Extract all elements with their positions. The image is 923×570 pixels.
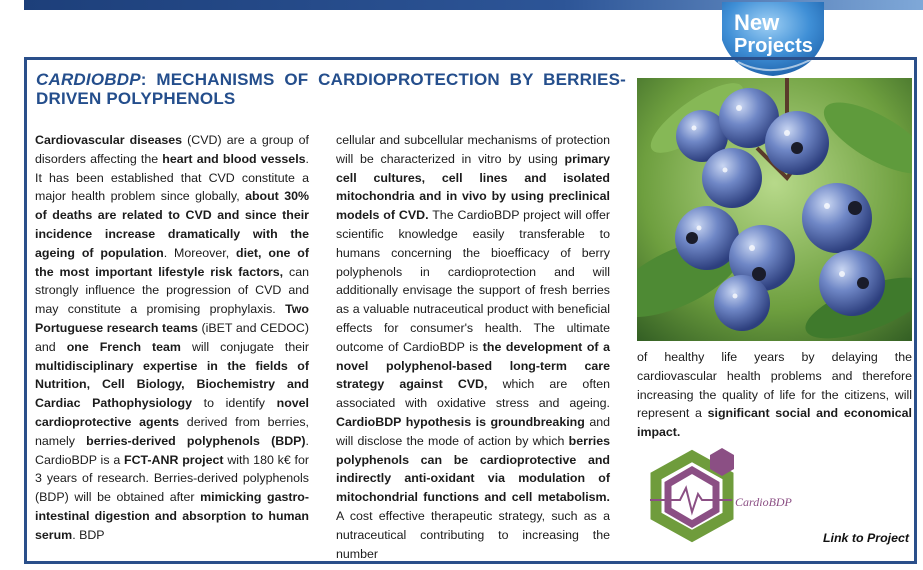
text-segment: to identify bbox=[191, 396, 277, 411]
bold-text-segment: significant social and economical impact. bbox=[637, 406, 912, 440]
bold-text-segment: mimicking gastro-intestinal digestion and absorption to human serum bbox=[35, 490, 309, 542]
bold-text-segment: multidisciplinary expertise in the fields of Nutrition, Cell Biology, Biochemistry and Cardiac Pathophysiology bbox=[35, 358, 309, 411]
text-column-2 bbox=[336, 131, 610, 563]
badge-line-1: New bbox=[734, 10, 780, 35]
text-segment: . CardioBDP is a bbox=[35, 433, 309, 467]
badge-line-2: Projects bbox=[734, 35, 813, 57]
article-title bbox=[36, 70, 626, 108]
text-segment: (CVD) are a group of disorders affecting the bbox=[35, 133, 309, 166]
text-column-3 bbox=[637, 348, 912, 442]
text-segment: and will disclose the mode of action by which bbox=[336, 414, 610, 448]
bold-text-segment: berries-derived polyphenols (BDP) bbox=[86, 433, 306, 448]
link-to-project[interactable]: Link to Project bbox=[822, 531, 909, 545]
text-segment: . It has been established that CVD constitute a major health problem since globally, bbox=[35, 151, 309, 204]
bold-text-segment: Cardiovascular diseases bbox=[35, 133, 183, 147]
text-segment: derived from berries, namely bbox=[35, 414, 309, 448]
text-segment: The CardioBDP project will offer scientific knowledge easily transferable to humans concerning the bioefficacy of berry polyphenols in cardioprotection and will additionally envisage the support of fresh berries as a valuable nutraceutical product with beneficial effects for consumer's health. The ultimate outcome of CardioBDP is bbox=[336, 208, 611, 354]
bold-text-segment: novel cardioprotective agents bbox=[35, 396, 310, 429]
text-segment: cellular and subcellular mechanisms of protection will be characterized in vitro by using bbox=[336, 133, 610, 166]
title-acronym: CARDIOBDP bbox=[36, 70, 141, 89]
bold-text-segment: the development of a novel polyphenol-based long-term care strategy against CVD, bbox=[336, 339, 610, 392]
bold-text-segment: heart and blood vessels bbox=[162, 151, 306, 166]
text-segment: with 180 k€ for 3 years of research. Berries-derived polyphenols (BDP) will be obtained after bbox=[35, 452, 310, 505]
text-segment: . Moreover, bbox=[163, 245, 237, 260]
bold-text-segment: primary cell cultures, cell lines and isolated mitochondria and in vivo by using preclinical models of CVD. bbox=[336, 151, 610, 223]
bold-text-segment: one French team bbox=[66, 339, 181, 354]
logo-text: CardioBDP bbox=[735, 495, 792, 509]
bold-text-segment: about 30% of deaths are related to CVD and since their incidence increase dramatically with the ageing of population bbox=[35, 189, 310, 260]
text-segment: . BDP bbox=[72, 527, 105, 542]
text-segment: (iBET and CEDOC) and bbox=[35, 320, 309, 354]
text-segment: which are often associated with oxidative stress and ageing. bbox=[336, 377, 610, 411]
bold-text-segment: CardioBDP hypothesis is groundbreaking bbox=[336, 414, 585, 429]
cardiobdp-logo bbox=[640, 448, 810, 558]
text-column-1 bbox=[35, 131, 309, 545]
text-segment: of healthy life years by delaying the cardiovascular health problems and therefore increasing the quality of life for the citizens, will represent a bbox=[637, 350, 912, 421]
text-segment: will conjugate their bbox=[180, 339, 309, 354]
text-segment: can strongly influence the progression of CVD and may constitute a promising prophylaxis. bbox=[35, 264, 309, 317]
blueberries-photo bbox=[637, 78, 912, 341]
title-rest: : MECHANISMS OF CARDIOPROTECTION BY BERRIES-DRIVEN POLYPHENOLS bbox=[36, 70, 626, 108]
bold-text-segment: diet, one of the most important lifestyle risk factors, bbox=[35, 245, 309, 279]
text-segment: A cost effective therapeutic strategy, such as a nutraceutical contributing to increasing the number bbox=[336, 508, 610, 561]
bold-text-segment: Two Portuguese research teams bbox=[35, 302, 309, 335]
bold-text-segment: berries polyphenols can be cardioprotective and indirectly anti-oxidant via modulation of mitochondrial functions and cell metabolism. bbox=[336, 433, 610, 505]
bold-text-segment: FCT-ANR project bbox=[124, 452, 224, 467]
